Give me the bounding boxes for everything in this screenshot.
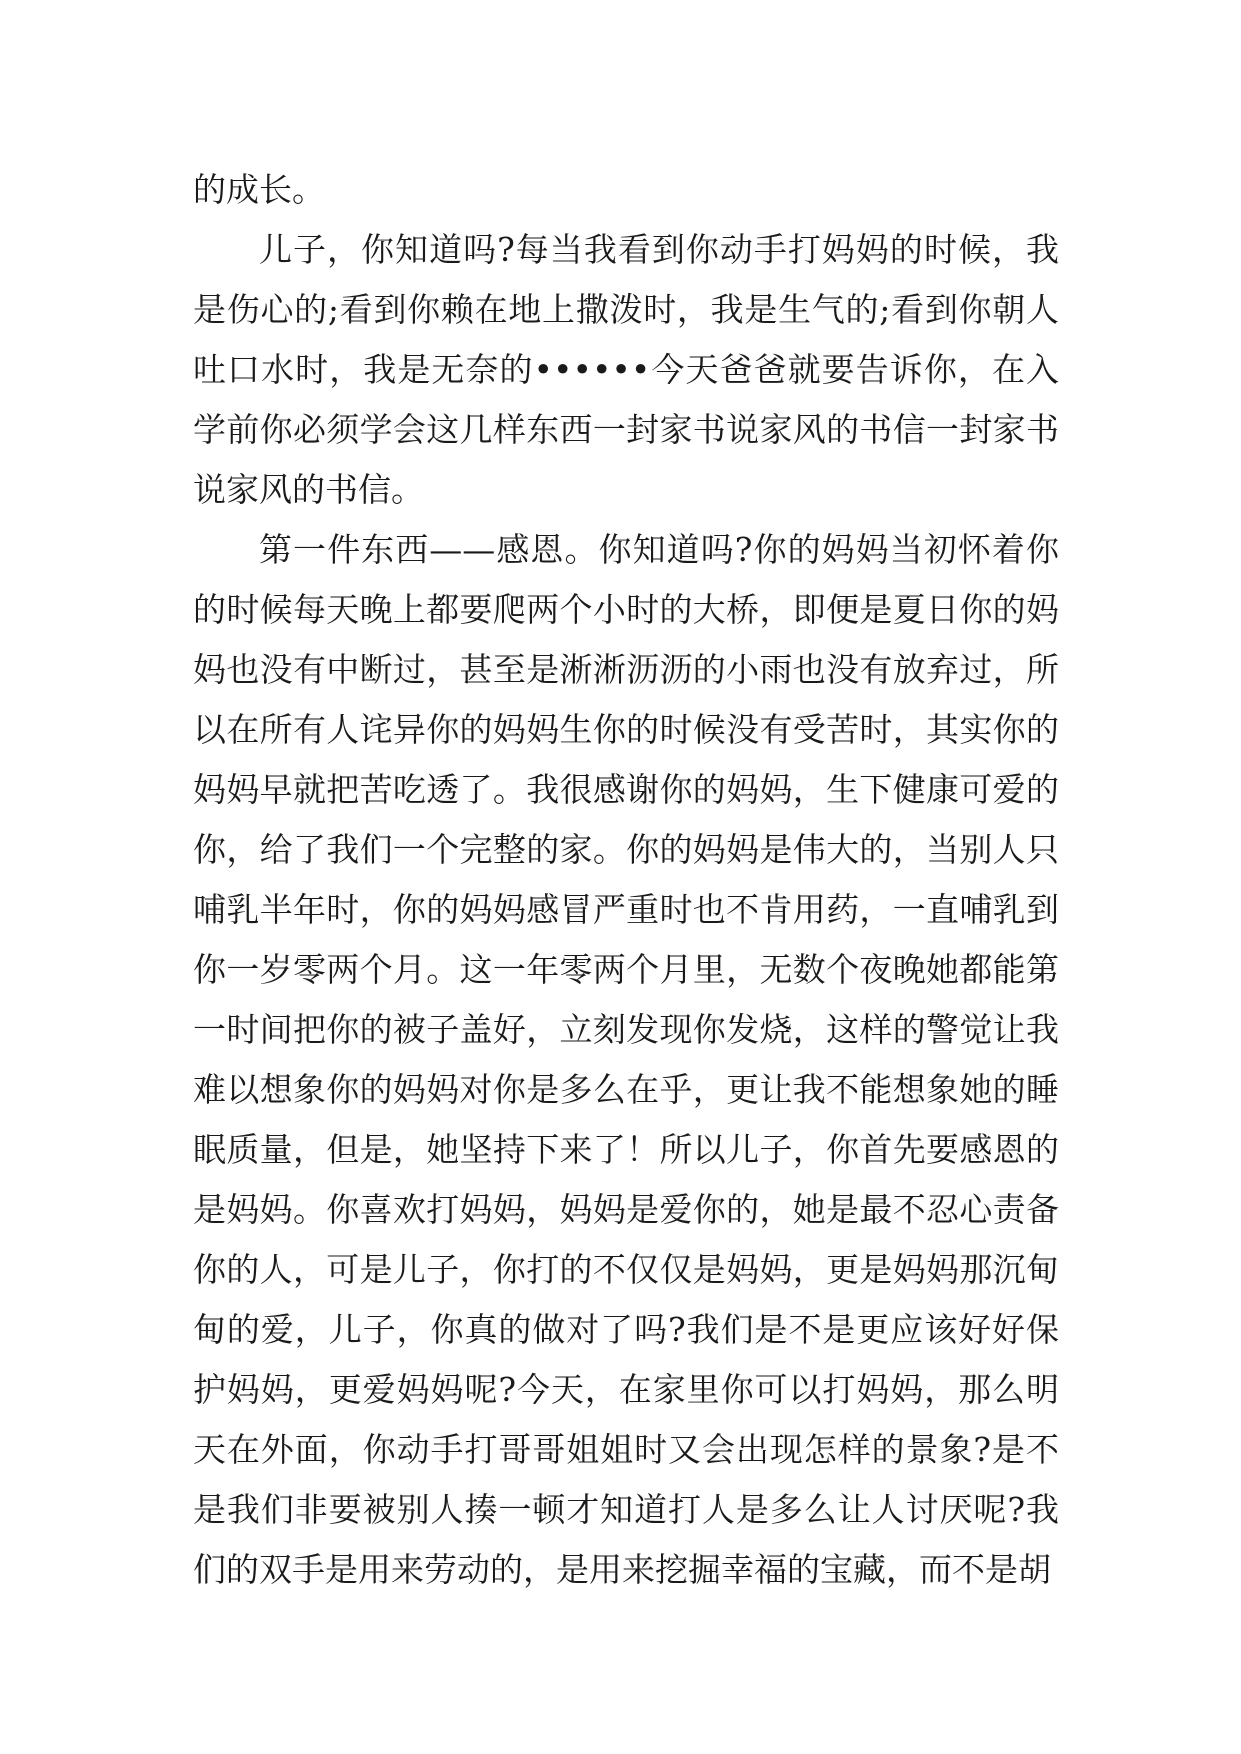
paragraph-continuation: 的成长。 (193, 170, 325, 209)
paragraph-son-behavior: 儿子，你知道吗?每当我看到你动手打妈妈的时候，我是伤心的;看到你赖在地上撒泼时，我是生气的;看到你朝人吐口水时，我是无奈的••••••今天爸爸就要告诉你，在入学前你必须学会这几样东西一封家书说家风的书信一封家书说家风的书信。 (193, 230, 1059, 509)
letter-body (193, 160, 1059, 1600)
paragraph-gratitude: 第一件东西——感恩。你知道吗?你的妈妈当初怀着你的时候每天晚上都要爬两个小时的大桥，即便是夏日你的妈妈也没有中断过，甚至是淅淅沥沥的小雨也没有放弃过，所以在所有人诧异你的妈妈生你的时候没有受苦时，其实你的妈妈早就把苦吃透了。我很感谢你的妈妈，生下健康可爱的你，给了我们一个完整的家。你的妈妈是伟大的，当别人只哺乳半年时，你的妈妈感冒严重时也不肯用药，一直哺乳到你一岁零两个月。这一年零两个月里，无数个夜晚她都能第一时间把你的被子盖好，立刻发现你发烧，这样的警觉让我难以想象你的妈妈对你是多么在乎，更让我不能想象她的睡眠质量，但是，她坚持下来了！所以儿子，你首先要感恩的是妈妈。你喜欢打妈妈，妈妈是爱你的，她是最不忍心责备你的人，可是儿子，你打的不仅仅是妈妈，更是妈妈那沉甸甸的爱，儿子，你真的做对了吗?我们是不是更应该好好保护妈妈，更爱妈妈呢?今天，在家里你可以打妈妈，那么明天在外面，你动手打哥哥姐姐时又会出现怎样的景象?是不是我们非要被别人揍一顿才知道打人是多么让人讨厌呢?我们的双手是用来劳动的，是用来挖掘幸福的宝藏，而不是胡 (193, 530, 1059, 1589)
